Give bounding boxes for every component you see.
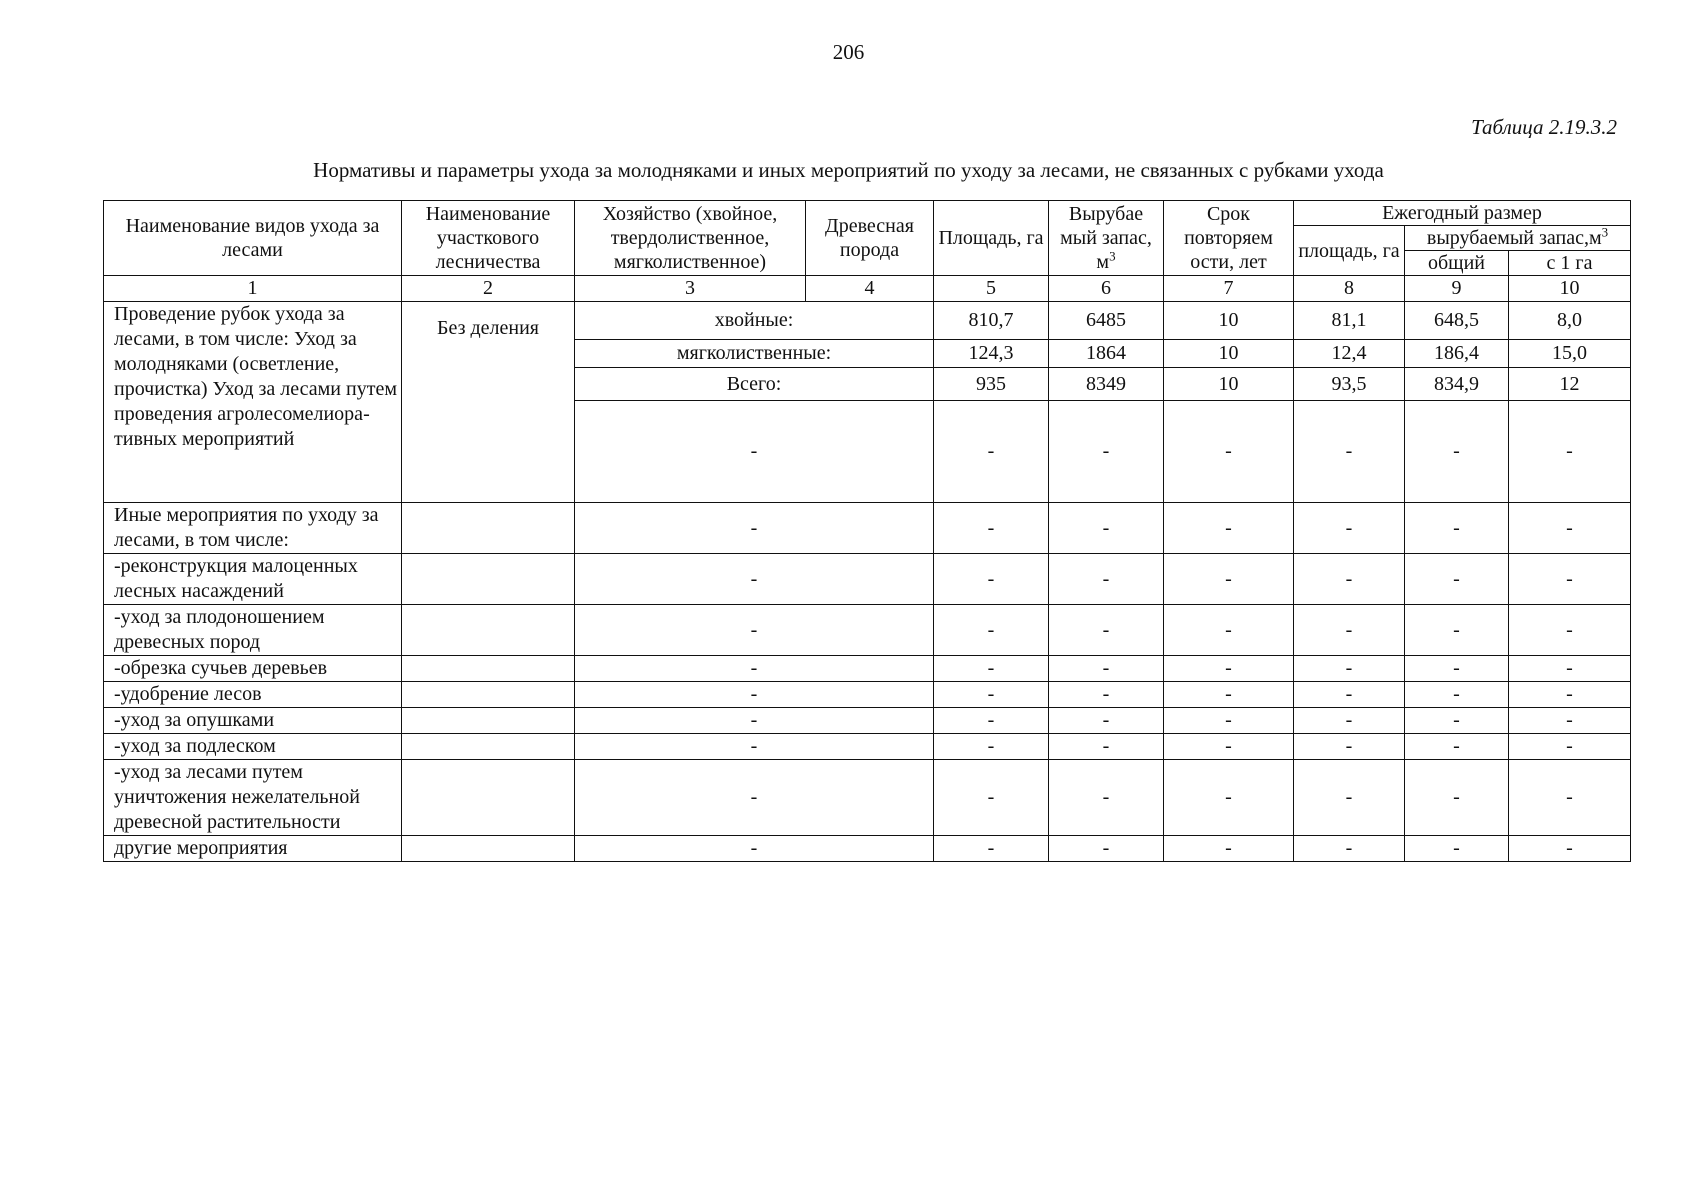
annual-volume-total-value: 648,5 <box>1405 302 1509 340</box>
dash-cell: - <box>934 734 1049 760</box>
forestry-empty <box>402 836 575 862</box>
annual-area-value: 93,5 <box>1294 368 1405 401</box>
header-forestry: Наименование участкового лесничества <box>402 201 575 276</box>
header-annual: Ежегодный размер <box>1294 201 1631 226</box>
dash-cell: - <box>1405 836 1509 862</box>
volume-value: 8349 <box>1049 368 1164 401</box>
annual-area-value: 12,4 <box>1294 340 1405 368</box>
period-value: 10 <box>1164 368 1294 401</box>
dash-cell: - <box>1509 836 1631 862</box>
period-value: 10 <box>1164 302 1294 340</box>
header-volume-text: Вырубае мый запас, м <box>1060 203 1152 273</box>
table-row <box>104 734 1631 760</box>
dash-cell: - <box>1405 682 1509 708</box>
volume-value: 1864 <box>1049 340 1164 368</box>
dash-cell: - <box>1049 760 1164 836</box>
forestry-empty <box>402 554 575 605</box>
dash-cell: - <box>1294 503 1405 554</box>
dash-cell: - <box>575 605 934 656</box>
annual-volume-per-ha-value: 12 <box>1509 368 1631 401</box>
dash-cell: - <box>934 401 1049 503</box>
dash-cell: - <box>1509 682 1631 708</box>
activity-name: -уход за плодоношением древесных пород <box>104 605 402 656</box>
forestry-empty <box>402 605 575 656</box>
forestry-empty <box>402 708 575 734</box>
col-number: 9 <box>1405 276 1509 302</box>
dash-cell: - <box>1164 708 1294 734</box>
dash-cell: - <box>1405 401 1509 503</box>
dash-cell: - <box>1164 760 1294 836</box>
table-row <box>104 760 1631 836</box>
forestry-empty <box>402 503 575 554</box>
dash-cell: - <box>1405 708 1509 734</box>
dash-cell: - <box>1294 760 1405 836</box>
dash-cell: - <box>1405 734 1509 760</box>
header-economy: Хозяйство (хвойное, твердолиственное, мягколиственное) <box>575 201 806 276</box>
dash-cell: - <box>1509 708 1631 734</box>
table-row <box>104 554 1631 605</box>
dash-cell: - <box>1509 554 1631 605</box>
table-row <box>104 708 1631 734</box>
area-value: 124,3 <box>934 340 1049 368</box>
activity-name: -уход за опушками <box>104 708 402 734</box>
header-annual-area: площадь, га <box>1294 226 1405 276</box>
dash-cell: - <box>1164 605 1294 656</box>
dash-cell: - <box>934 836 1049 862</box>
dash-cell: - <box>1294 682 1405 708</box>
dash-cell: - <box>1405 656 1509 682</box>
dash-cell: - <box>575 656 934 682</box>
dash-cell: - <box>575 682 934 708</box>
dash-cell: - <box>1405 605 1509 656</box>
dash-cell: - <box>1294 554 1405 605</box>
dash-cell: - <box>1509 401 1631 503</box>
header-annual-volume-sup: 3 <box>1601 224 1609 240</box>
dash-cell: - <box>1294 734 1405 760</box>
annual-volume-total-value: 834,9 <box>1405 368 1509 401</box>
header-annual-volume-per-ha: с 1 га <box>1509 251 1631 276</box>
dash-cell: - <box>575 554 934 605</box>
header-area: Площадь, га <box>934 201 1049 276</box>
activity-name: -удобрение лесов <box>104 682 402 708</box>
table-row <box>104 836 1631 862</box>
dash-cell: - <box>934 503 1049 554</box>
col-number: 8 <box>1294 276 1405 302</box>
group-name-cell: Проведение рубок ухода за лесами, в том числе: Уход за молодняками (осветление, прочистка) Уход за лесами путем проведения агролесомелиора-тивных мероприятий <box>104 302 402 503</box>
table-row <box>104 605 1631 656</box>
col-number: 4 <box>806 276 934 302</box>
col-number: 7 <box>1164 276 1294 302</box>
dash-cell: - <box>1164 503 1294 554</box>
dash-cell: - <box>575 401 934 503</box>
header-annual-volume-text: вырубаемый запас,м <box>1426 227 1602 249</box>
activity-name: Иные мероприятия по уходу за лесами, в том числе: <box>104 503 402 554</box>
economy-label: Всего: <box>575 368 934 401</box>
dash-cell: - <box>1509 656 1631 682</box>
dash-cell: - <box>1294 836 1405 862</box>
col-number: 10 <box>1509 276 1631 302</box>
dash-cell: - <box>1294 708 1405 734</box>
dash-cell: - <box>1049 401 1164 503</box>
annual-volume-total-value: 186,4 <box>1405 340 1509 368</box>
dash-cell: - <box>1164 836 1294 862</box>
activity-name: -обрезка сучьев деревьев <box>104 656 402 682</box>
table-row <box>104 302 1631 340</box>
table-row <box>104 503 1631 554</box>
table-row <box>104 682 1631 708</box>
col-number: 3 <box>575 276 806 302</box>
activity-name: -уход за подлеском <box>104 734 402 760</box>
dash-cell: - <box>934 605 1049 656</box>
annual-volume-per-ha-value: 8,0 <box>1509 302 1631 340</box>
dash-cell: - <box>1294 656 1405 682</box>
dash-cell: - <box>1509 605 1631 656</box>
dash-cell: - <box>1049 503 1164 554</box>
dash-cell: - <box>1294 401 1405 503</box>
volume-value: 6485 <box>1049 302 1164 340</box>
dash-cell: - <box>1049 708 1164 734</box>
forestry-cell: Без деления <box>402 302 575 503</box>
period-value: 10 <box>1164 340 1294 368</box>
activity-name: -реконструкция малоценных лесных насаждений <box>104 554 402 605</box>
dash-cell: - <box>1049 554 1164 605</box>
dash-cell: - <box>575 836 934 862</box>
area-value: 935 <box>934 368 1049 401</box>
dash-cell: - <box>1405 503 1509 554</box>
dash-cell: - <box>1164 554 1294 605</box>
dash-cell: - <box>1164 401 1294 503</box>
dash-cell: - <box>1049 836 1164 862</box>
col-number: 5 <box>934 276 1049 302</box>
header-annual-volume <box>1405 226 1631 251</box>
col-number: 1 <box>104 276 402 302</box>
table-title: Нормативы и параметры ухода за молодняками и иных мероприятий по уходу за лесами, не связанных с рубками ухода <box>313 158 1384 182</box>
dash-cell: - <box>1049 605 1164 656</box>
table-row <box>104 656 1631 682</box>
area-value: 810,7 <box>934 302 1049 340</box>
dash-cell: - <box>575 760 934 836</box>
economy-label: мягколиственные: <box>575 340 934 368</box>
dash-cell: - <box>1509 760 1631 836</box>
header-species: Древесная порода <box>806 201 934 276</box>
forestry-empty <box>402 656 575 682</box>
dash-cell: - <box>1164 682 1294 708</box>
annual-area-value: 81,1 <box>1294 302 1405 340</box>
dash-cell: - <box>1405 554 1509 605</box>
activity-name: -уход за лесами путем уничтожения нежелательной древесной растительности <box>104 760 402 836</box>
col-number: 2 <box>402 276 575 302</box>
forestry-empty <box>402 760 575 836</box>
forestry-empty <box>402 682 575 708</box>
activity-name: другие мероприятия <box>104 836 402 862</box>
dash-cell: - <box>575 503 934 554</box>
forestry-empty <box>402 734 575 760</box>
dash-cell: - <box>1049 656 1164 682</box>
table-label: Таблица 2.19.3.2 <box>1471 115 1617 139</box>
dash-cell: - <box>575 734 934 760</box>
column-number-row <box>104 276 1631 302</box>
dash-cell: - <box>934 708 1049 734</box>
dash-cell: - <box>1509 734 1631 760</box>
dash-cell: - <box>934 760 1049 836</box>
economy-label: хвойные: <box>575 302 934 340</box>
header-volume <box>1049 201 1164 276</box>
dash-cell: - <box>1164 656 1294 682</box>
annual-volume-per-ha-value: 15,0 <box>1509 340 1631 368</box>
header-annual-volume-total: общий <box>1405 251 1509 276</box>
dash-cell: - <box>1049 734 1164 760</box>
dash-cell: - <box>934 682 1049 708</box>
dash-cell: - <box>934 554 1049 605</box>
dash-cell: - <box>575 708 934 734</box>
dash-cell: - <box>1164 734 1294 760</box>
page-number: 206 <box>832 40 865 64</box>
header-types: Наименование видов ухода за лесами <box>104 201 402 276</box>
dash-cell: - <box>1405 760 1509 836</box>
dash-cell: - <box>1049 682 1164 708</box>
norms-table <box>103 200 1631 862</box>
dash-cell: - <box>934 656 1049 682</box>
header-volume-sup: 3 <box>1109 248 1116 264</box>
dash-cell: - <box>1294 605 1405 656</box>
dash-cell: - <box>1509 503 1631 554</box>
header-period: Срок повторяем ости, лет <box>1164 201 1294 276</box>
col-number: 6 <box>1049 276 1164 302</box>
